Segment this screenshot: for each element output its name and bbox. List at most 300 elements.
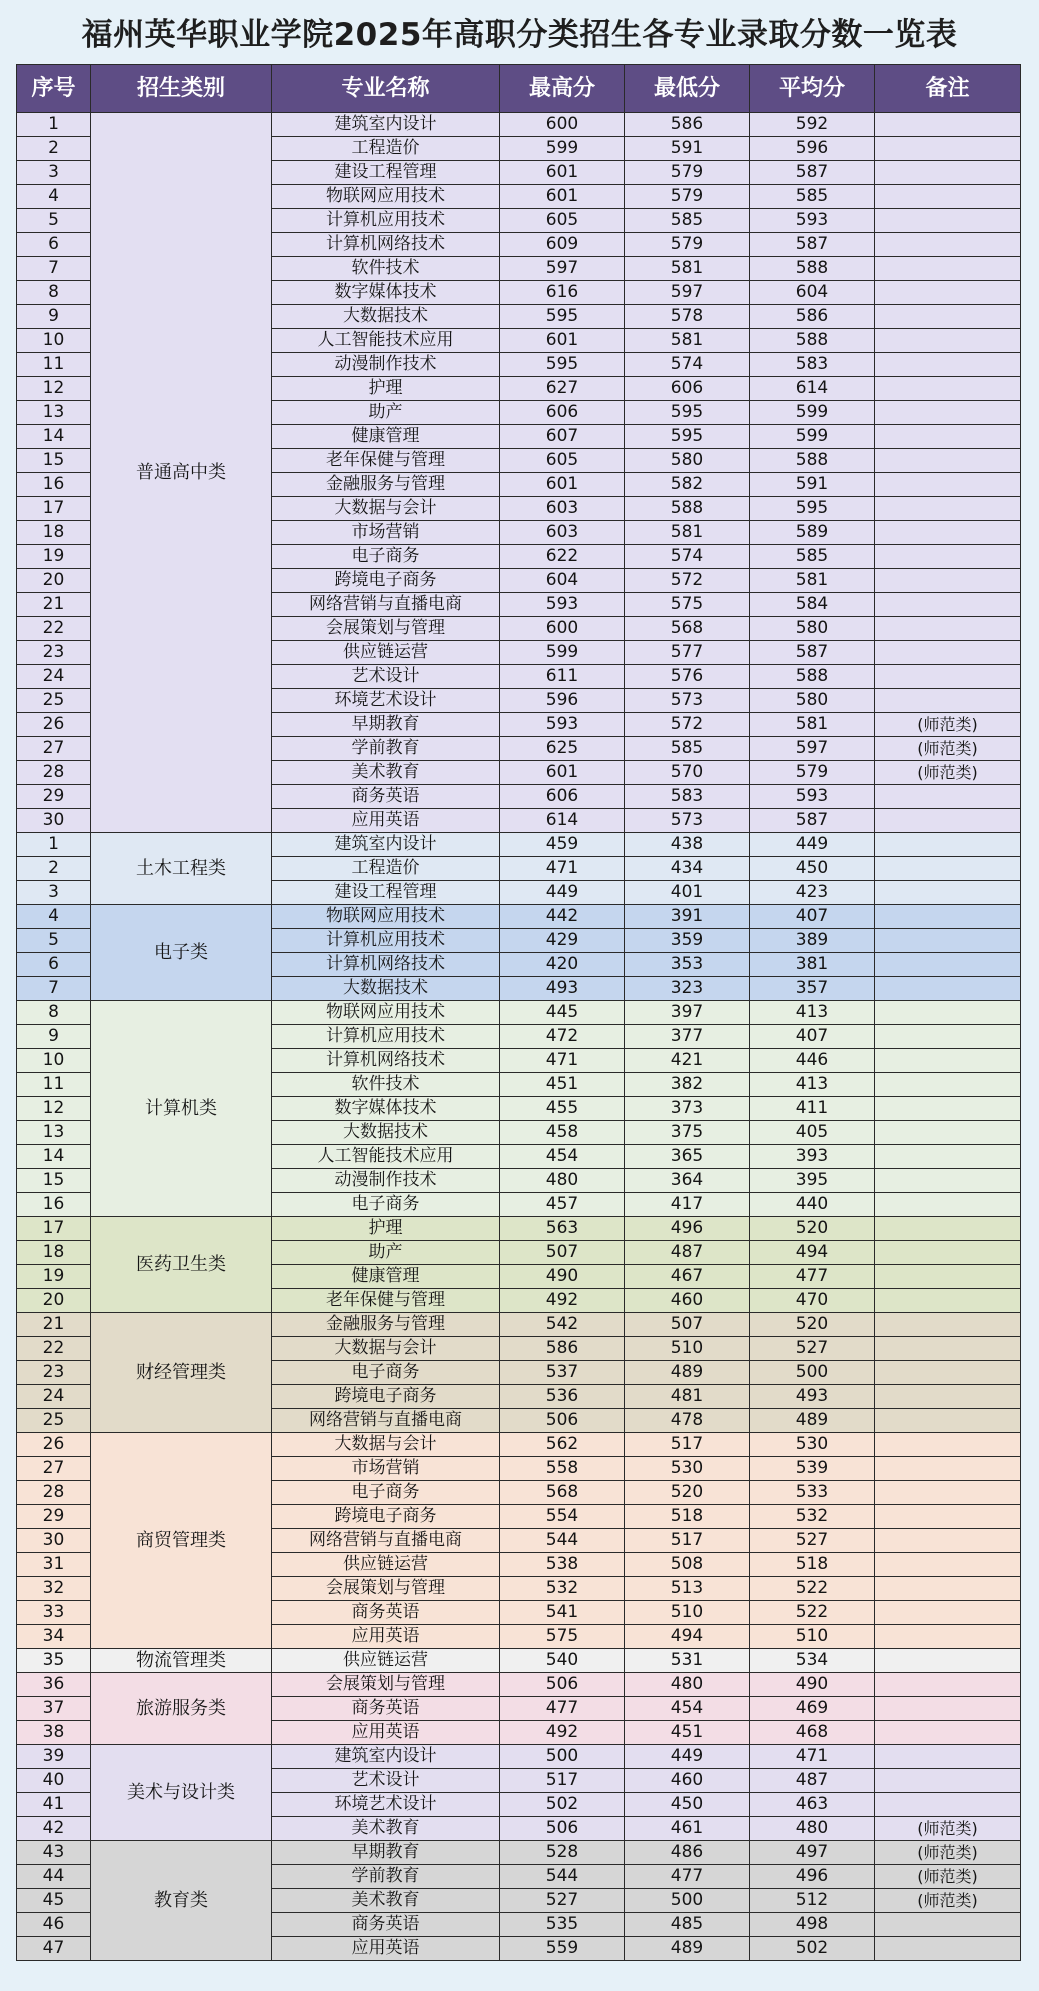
max-score-cell: 532 xyxy=(500,1577,625,1601)
max-score-cell: 454 xyxy=(500,1145,625,1169)
remarks-cell xyxy=(875,1313,1021,1337)
remarks-cell xyxy=(875,425,1021,449)
avg-score-cell: 588 xyxy=(750,665,875,689)
serial-number-cell: 3 xyxy=(17,881,91,905)
remarks-cell xyxy=(875,1001,1021,1025)
major-name-cell: 动漫制作技术 xyxy=(272,353,500,377)
major-name-cell: 动漫制作技术 xyxy=(272,1169,500,1193)
table-row xyxy=(17,113,1021,137)
avg-score-cell: 498 xyxy=(750,1913,875,1937)
min-score-cell: 574 xyxy=(625,545,750,569)
avg-score-cell: 407 xyxy=(750,905,875,929)
remarks-cell xyxy=(875,881,1021,905)
min-score-cell: 581 xyxy=(625,257,750,281)
max-score-cell: 595 xyxy=(500,305,625,329)
max-score-cell: 601 xyxy=(500,185,625,209)
min-score-cell: 382 xyxy=(625,1073,750,1097)
max-score-cell: 616 xyxy=(500,281,625,305)
max-score-cell: 586 xyxy=(500,1337,625,1361)
major-name-cell: 美术教育 xyxy=(272,1817,500,1841)
avg-score-cell: 597 xyxy=(750,737,875,761)
remarks-cell xyxy=(875,353,1021,377)
serial-number-cell: 34 xyxy=(17,1625,91,1649)
avg-score-cell: 532 xyxy=(750,1505,875,1529)
major-name-cell: 软件技术 xyxy=(272,257,500,281)
max-score-cell: 605 xyxy=(500,209,625,233)
min-score-cell: 510 xyxy=(625,1601,750,1625)
header-avg-score: 平均分 xyxy=(750,65,875,113)
min-score-cell: 364 xyxy=(625,1169,750,1193)
max-score-cell: 420 xyxy=(500,953,625,977)
major-name-cell: 网络营销与直播电商 xyxy=(272,1529,500,1553)
remarks-cell xyxy=(875,1913,1021,1937)
max-score-cell: 605 xyxy=(500,449,625,473)
serial-number-cell: 27 xyxy=(17,737,91,761)
min-score-cell: 460 xyxy=(625,1769,750,1793)
min-score-cell: 478 xyxy=(625,1409,750,1433)
avg-score-cell: 510 xyxy=(750,1625,875,1649)
remarks-cell xyxy=(875,1121,1021,1145)
remarks-cell xyxy=(875,1193,1021,1217)
avg-score-cell: 599 xyxy=(750,425,875,449)
table-row xyxy=(17,1001,1021,1025)
max-score-cell: 541 xyxy=(500,1601,625,1625)
remarks-cell: (师范类) xyxy=(875,1865,1021,1889)
serial-number-cell: 28 xyxy=(17,761,91,785)
max-score-cell: 429 xyxy=(500,929,625,953)
major-name-cell: 会展策划与管理 xyxy=(272,1577,500,1601)
remarks-cell xyxy=(875,401,1021,425)
min-score-cell: 508 xyxy=(625,1553,750,1577)
remarks-cell: (师范类) xyxy=(875,761,1021,785)
remarks-cell xyxy=(875,641,1021,665)
min-score-cell: 454 xyxy=(625,1697,750,1721)
major-name-cell: 大数据与会计 xyxy=(272,1337,500,1361)
serial-number-cell: 17 xyxy=(17,1217,91,1241)
major-name-cell: 建筑室内设计 xyxy=(272,1745,500,1769)
max-score-cell: 493 xyxy=(500,977,625,1001)
min-score-cell: 377 xyxy=(625,1025,750,1049)
remarks-cell xyxy=(875,1649,1021,1673)
min-score-cell: 451 xyxy=(625,1721,750,1745)
min-score-cell: 489 xyxy=(625,1361,750,1385)
max-score-cell: 562 xyxy=(500,1433,625,1457)
serial-number-cell: 7 xyxy=(17,257,91,281)
category-cell: 计算机类 xyxy=(91,1001,272,1217)
major-name-cell: 艺术设计 xyxy=(272,665,500,689)
min-score-cell: 461 xyxy=(625,1817,750,1841)
min-score-cell: 583 xyxy=(625,785,750,809)
serial-number-cell: 41 xyxy=(17,1793,91,1817)
max-score-cell: 540 xyxy=(500,1649,625,1673)
major-name-cell: 跨境电子商务 xyxy=(272,1385,500,1409)
avg-score-cell: 583 xyxy=(750,353,875,377)
header-min-score: 最低分 xyxy=(625,65,750,113)
max-score-cell: 536 xyxy=(500,1385,625,1409)
remarks-cell xyxy=(875,209,1021,233)
remarks-cell xyxy=(875,1097,1021,1121)
major-name-cell: 供应链运营 xyxy=(272,1553,500,1577)
major-name-cell: 建筑室内设计 xyxy=(272,833,500,857)
table-row xyxy=(17,1649,1021,1673)
min-score-cell: 576 xyxy=(625,665,750,689)
remarks-cell xyxy=(875,1529,1021,1553)
major-name-cell: 学前教育 xyxy=(272,737,500,761)
remarks-cell xyxy=(875,1169,1021,1193)
max-score-cell: 609 xyxy=(500,233,625,257)
remarks-cell xyxy=(875,1553,1021,1577)
major-name-cell: 商务英语 xyxy=(272,1697,500,1721)
serial-number-cell: 4 xyxy=(17,185,91,209)
remarks-cell xyxy=(875,1361,1021,1385)
serial-number-cell: 16 xyxy=(17,473,91,497)
max-score-cell: 472 xyxy=(500,1025,625,1049)
table-row xyxy=(17,1433,1021,1457)
serial-number-cell: 17 xyxy=(17,497,91,521)
max-score-cell: 535 xyxy=(500,1913,625,1937)
avg-score-cell: 584 xyxy=(750,593,875,617)
major-name-cell: 护理 xyxy=(272,1217,500,1241)
remarks-cell xyxy=(875,1049,1021,1073)
min-score-cell: 575 xyxy=(625,593,750,617)
major-name-cell: 助产 xyxy=(272,1241,500,1265)
serial-number-cell: 1 xyxy=(17,833,91,857)
max-score-cell: 606 xyxy=(500,401,625,425)
serial-number-cell: 8 xyxy=(17,1001,91,1025)
max-score-cell: 542 xyxy=(500,1313,625,1337)
min-score-cell: 579 xyxy=(625,161,750,185)
remarks-cell xyxy=(875,1625,1021,1649)
remarks-cell xyxy=(875,665,1021,689)
max-score-cell: 506 xyxy=(500,1817,625,1841)
major-name-cell: 计算机网络技术 xyxy=(272,953,500,977)
avg-score-cell: 587 xyxy=(750,641,875,665)
avg-score-cell: 595 xyxy=(750,497,875,521)
serial-number-cell: 4 xyxy=(17,905,91,929)
major-name-cell: 护理 xyxy=(272,377,500,401)
max-score-cell: 449 xyxy=(500,881,625,905)
major-name-cell: 商务英语 xyxy=(272,1913,500,1937)
major-name-cell: 供应链运营 xyxy=(272,641,500,665)
max-score-cell: 527 xyxy=(500,1889,625,1913)
max-score-cell: 614 xyxy=(500,809,625,833)
min-score-cell: 434 xyxy=(625,857,750,881)
serial-number-cell: 22 xyxy=(17,617,91,641)
major-name-cell: 大数据与会计 xyxy=(272,1433,500,1457)
max-score-cell: 604 xyxy=(500,569,625,593)
avg-score-cell: 587 xyxy=(750,809,875,833)
min-score-cell: 391 xyxy=(625,905,750,929)
major-name-cell: 老年保健与管理 xyxy=(272,1289,500,1313)
avg-score-cell: 591 xyxy=(750,473,875,497)
avg-score-cell: 490 xyxy=(750,1673,875,1697)
table-header xyxy=(17,65,1021,113)
max-score-cell: 457 xyxy=(500,1193,625,1217)
category-cell: 商贸管理类 xyxy=(91,1433,272,1649)
min-score-cell: 487 xyxy=(625,1241,750,1265)
remarks-cell xyxy=(875,1673,1021,1697)
major-name-cell: 会展策划与管理 xyxy=(272,617,500,641)
remarks-cell xyxy=(875,185,1021,209)
remarks-cell: (师范类) xyxy=(875,737,1021,761)
avg-score-cell: 593 xyxy=(750,209,875,233)
min-score-cell: 353 xyxy=(625,953,750,977)
min-score-cell: 578 xyxy=(625,305,750,329)
remarks-cell xyxy=(875,1025,1021,1049)
max-score-cell: 528 xyxy=(500,1841,625,1865)
min-score-cell: 518 xyxy=(625,1505,750,1529)
header-major-name: 专业名称 xyxy=(272,65,500,113)
min-score-cell: 572 xyxy=(625,713,750,737)
serial-number-cell: 1 xyxy=(17,113,91,137)
serial-number-cell: 9 xyxy=(17,305,91,329)
major-name-cell: 商务英语 xyxy=(272,1601,500,1625)
avg-score-cell: 413 xyxy=(750,1001,875,1025)
avg-score-cell: 530 xyxy=(750,1433,875,1457)
remarks-cell xyxy=(875,929,1021,953)
avg-score-cell: 522 xyxy=(750,1601,875,1625)
min-score-cell: 460 xyxy=(625,1289,750,1313)
major-name-cell: 跨境电子商务 xyxy=(272,1505,500,1529)
avg-score-cell: 527 xyxy=(750,1337,875,1361)
serial-number-cell: 45 xyxy=(17,1889,91,1913)
serial-number-cell: 15 xyxy=(17,449,91,473)
min-score-cell: 568 xyxy=(625,617,750,641)
max-score-cell: 603 xyxy=(500,497,625,521)
max-score-cell: 471 xyxy=(500,1049,625,1073)
avg-score-cell: 580 xyxy=(750,689,875,713)
serial-number-cell: 10 xyxy=(17,1049,91,1073)
max-score-cell: 599 xyxy=(500,641,625,665)
min-score-cell: 477 xyxy=(625,1865,750,1889)
avg-score-cell: 395 xyxy=(750,1169,875,1193)
remarks-cell xyxy=(875,257,1021,281)
max-score-cell: 595 xyxy=(500,353,625,377)
min-score-cell: 574 xyxy=(625,353,750,377)
major-name-cell: 物联网应用技术 xyxy=(272,185,500,209)
major-name-cell: 数字媒体技术 xyxy=(272,281,500,305)
remarks-cell xyxy=(875,281,1021,305)
avg-score-cell: 449 xyxy=(750,833,875,857)
min-score-cell: 510 xyxy=(625,1337,750,1361)
remarks-cell xyxy=(875,809,1021,833)
major-name-cell: 计算机应用技术 xyxy=(272,209,500,233)
serial-number-cell: 6 xyxy=(17,953,91,977)
serial-number-cell: 14 xyxy=(17,1145,91,1169)
min-score-cell: 595 xyxy=(625,425,750,449)
serial-number-cell: 46 xyxy=(17,1913,91,1937)
avg-score-cell: 493 xyxy=(750,1385,875,1409)
max-score-cell: 507 xyxy=(500,1241,625,1265)
avg-score-cell: 405 xyxy=(750,1121,875,1145)
avg-score-cell: 593 xyxy=(750,785,875,809)
major-name-cell: 环境艺术设计 xyxy=(272,689,500,713)
max-score-cell: 601 xyxy=(500,761,625,785)
major-name-cell: 学前教育 xyxy=(272,1865,500,1889)
min-score-cell: 579 xyxy=(625,185,750,209)
remarks-cell xyxy=(875,1457,1021,1481)
major-name-cell: 工程造价 xyxy=(272,137,500,161)
major-name-cell: 市场营销 xyxy=(272,521,500,545)
max-score-cell: 445 xyxy=(500,1001,625,1025)
min-score-cell: 450 xyxy=(625,1793,750,1817)
major-name-cell: 应用英语 xyxy=(272,809,500,833)
avg-score-cell: 381 xyxy=(750,953,875,977)
major-name-cell: 环境艺术设计 xyxy=(272,1793,500,1817)
remarks-cell xyxy=(875,161,1021,185)
min-score-cell: 421 xyxy=(625,1049,750,1073)
min-score-cell: 531 xyxy=(625,1649,750,1673)
remarks-cell xyxy=(875,1433,1021,1457)
min-score-cell: 530 xyxy=(625,1457,750,1481)
max-score-cell: 538 xyxy=(500,1553,625,1577)
min-score-cell: 481 xyxy=(625,1385,750,1409)
avg-score-cell: 502 xyxy=(750,1937,875,1961)
table-row xyxy=(17,1841,1021,1865)
major-name-cell: 应用英语 xyxy=(272,1937,500,1961)
min-score-cell: 401 xyxy=(625,881,750,905)
major-name-cell: 应用英语 xyxy=(272,1625,500,1649)
remarks-cell xyxy=(875,1505,1021,1529)
major-name-cell: 人工智能技术应用 xyxy=(272,329,500,353)
page-title: 福州英华职业学院2025年高职分类招生各专业录取分数一览表 xyxy=(81,16,958,53)
avg-score-cell: 487 xyxy=(750,1769,875,1793)
avg-score-cell: 470 xyxy=(750,1289,875,1313)
major-name-cell: 建设工程管理 xyxy=(272,881,500,905)
remarks-cell xyxy=(875,137,1021,161)
remarks-cell xyxy=(875,1481,1021,1505)
max-score-cell: 625 xyxy=(500,737,625,761)
max-score-cell: 622 xyxy=(500,545,625,569)
min-score-cell: 359 xyxy=(625,929,750,953)
remarks-cell xyxy=(875,305,1021,329)
min-score-cell: 572 xyxy=(625,569,750,593)
max-score-cell: 480 xyxy=(500,1169,625,1193)
remarks-cell xyxy=(875,1265,1021,1289)
category-cell: 普通高中类 xyxy=(91,113,272,833)
serial-number-cell: 15 xyxy=(17,1169,91,1193)
major-name-cell: 健康管理 xyxy=(272,1265,500,1289)
avg-score-cell: 450 xyxy=(750,857,875,881)
serial-number-cell: 5 xyxy=(17,209,91,233)
min-score-cell: 591 xyxy=(625,137,750,161)
avg-score-cell: 581 xyxy=(750,713,875,737)
avg-score-cell: 588 xyxy=(750,257,875,281)
major-name-cell: 建筑室内设计 xyxy=(272,113,500,137)
serial-number-cell: 28 xyxy=(17,1481,91,1505)
avg-score-cell: 587 xyxy=(750,161,875,185)
min-score-cell: 586 xyxy=(625,113,750,137)
serial-number-cell: 8 xyxy=(17,281,91,305)
serial-number-cell: 25 xyxy=(17,689,91,713)
max-score-cell: 471 xyxy=(500,857,625,881)
major-name-cell: 电子商务 xyxy=(272,1193,500,1217)
remarks-cell xyxy=(875,473,1021,497)
major-name-cell: 大数据技术 xyxy=(272,305,500,329)
serial-number-cell: 20 xyxy=(17,1289,91,1313)
category-cell: 教育类 xyxy=(91,1841,272,1961)
table-row xyxy=(17,1313,1021,1337)
max-score-cell: 517 xyxy=(500,1769,625,1793)
serial-number-cell: 43 xyxy=(17,1841,91,1865)
serial-number-cell: 12 xyxy=(17,1097,91,1121)
serial-number-cell: 11 xyxy=(17,1073,91,1097)
avg-score-cell: 471 xyxy=(750,1745,875,1769)
major-name-cell: 电子商务 xyxy=(272,1481,500,1505)
avg-score-cell: 520 xyxy=(750,1217,875,1241)
min-score-cell: 595 xyxy=(625,401,750,425)
category-cell: 物流管理类 xyxy=(91,1649,272,1673)
max-score-cell: 537 xyxy=(500,1361,625,1385)
max-score-cell: 601 xyxy=(500,473,625,497)
min-score-cell: 580 xyxy=(625,449,750,473)
avg-score-cell: 393 xyxy=(750,1145,875,1169)
major-name-cell: 老年保健与管理 xyxy=(272,449,500,473)
table-row xyxy=(17,1217,1021,1241)
major-name-cell: 市场营销 xyxy=(272,1457,500,1481)
avg-score-cell: 592 xyxy=(750,113,875,137)
max-score-cell: 459 xyxy=(500,833,625,857)
serial-number-cell: 36 xyxy=(17,1673,91,1697)
max-score-cell: 500 xyxy=(500,1745,625,1769)
min-score-cell: 438 xyxy=(625,833,750,857)
serial-number-cell: 14 xyxy=(17,425,91,449)
serial-number-cell: 22 xyxy=(17,1337,91,1361)
category-cell: 美术与设计类 xyxy=(91,1745,272,1841)
avg-score-cell: 579 xyxy=(750,761,875,785)
min-score-cell: 588 xyxy=(625,497,750,521)
major-name-cell: 网络营销与直播电商 xyxy=(272,1409,500,1433)
min-score-cell: 597 xyxy=(625,281,750,305)
avg-score-cell: 500 xyxy=(750,1361,875,1385)
serial-number-cell: 44 xyxy=(17,1865,91,1889)
remarks-cell xyxy=(875,1385,1021,1409)
min-score-cell: 375 xyxy=(625,1121,750,1145)
avg-score-cell: 587 xyxy=(750,233,875,257)
serial-number-cell: 18 xyxy=(17,1241,91,1265)
min-score-cell: 585 xyxy=(625,209,750,233)
major-name-cell: 计算机应用技术 xyxy=(272,929,500,953)
major-name-cell: 供应链运营 xyxy=(272,1649,500,1673)
min-score-cell: 449 xyxy=(625,1745,750,1769)
max-score-cell: 554 xyxy=(500,1505,625,1529)
serial-number-cell: 26 xyxy=(17,1433,91,1457)
remarks-cell xyxy=(875,449,1021,473)
major-name-cell: 助产 xyxy=(272,401,500,425)
avg-score-cell: 357 xyxy=(750,977,875,1001)
remarks-cell xyxy=(875,1745,1021,1769)
remarks-cell xyxy=(875,329,1021,353)
avg-score-cell: 581 xyxy=(750,569,875,593)
major-name-cell: 大数据与会计 xyxy=(272,497,500,521)
avg-score-cell: 589 xyxy=(750,521,875,545)
serial-number-cell: 32 xyxy=(17,1577,91,1601)
avg-score-cell: 599 xyxy=(750,401,875,425)
serial-number-cell: 23 xyxy=(17,641,91,665)
min-score-cell: 397 xyxy=(625,1001,750,1025)
min-score-cell: 579 xyxy=(625,233,750,257)
category-cell: 医药卫生类 xyxy=(91,1217,272,1313)
min-score-cell: 573 xyxy=(625,689,750,713)
serial-number-cell: 37 xyxy=(17,1697,91,1721)
avg-score-cell: 580 xyxy=(750,617,875,641)
avg-score-cell: 518 xyxy=(750,1553,875,1577)
serial-number-cell: 9 xyxy=(17,1025,91,1049)
serial-number-cell: 19 xyxy=(17,1265,91,1289)
max-score-cell: 544 xyxy=(500,1865,625,1889)
avg-score-cell: 497 xyxy=(750,1841,875,1865)
major-name-cell: 工程造价 xyxy=(272,857,500,881)
